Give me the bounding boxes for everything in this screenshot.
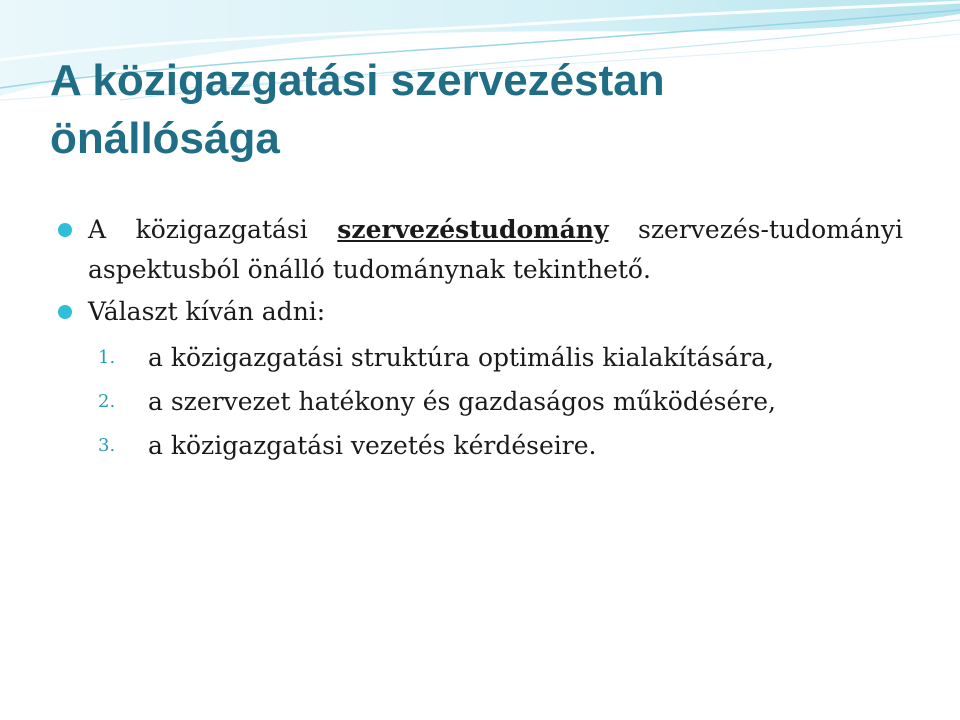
bullet-dot-icon — [58, 223, 72, 237]
numbered-item — [58, 380, 903, 424]
bullet-text-post: szervezés-tudományi aspektusból önálló tudománynak tekinthető. — [88, 215, 903, 284]
slide-title — [50, 52, 910, 168]
bullet-text-pre: A közigazgatási — [88, 215, 338, 244]
underlined-term: szervezéstudomány — [337, 215, 609, 244]
title-line-2: önállósága — [50, 114, 280, 163]
bullet-text: Választ kíván adni: — [88, 297, 326, 326]
item-text: a közigazgatási vezetés kérdéseire. — [148, 431, 597, 460]
item-text: a szervezet hatékony és gazdaságos működésére, — [148, 387, 776, 416]
numbered-item — [58, 336, 903, 380]
slide-content — [58, 210, 903, 468]
bullet-item — [58, 292, 903, 332]
title-line-1: A közigazgatási szervezéstan — [50, 56, 665, 105]
numbered-list — [58, 336, 903, 468]
numbered-item — [58, 424, 903, 468]
item-number: 1. — [98, 347, 116, 368]
item-number: 3. — [98, 435, 116, 456]
item-number: 2. — [98, 391, 116, 412]
bullet-dot-icon — [58, 305, 72, 319]
bullet-item — [58, 210, 903, 290]
item-text: a közigazgatási struktúra optimális kialakítására, — [148, 343, 775, 372]
